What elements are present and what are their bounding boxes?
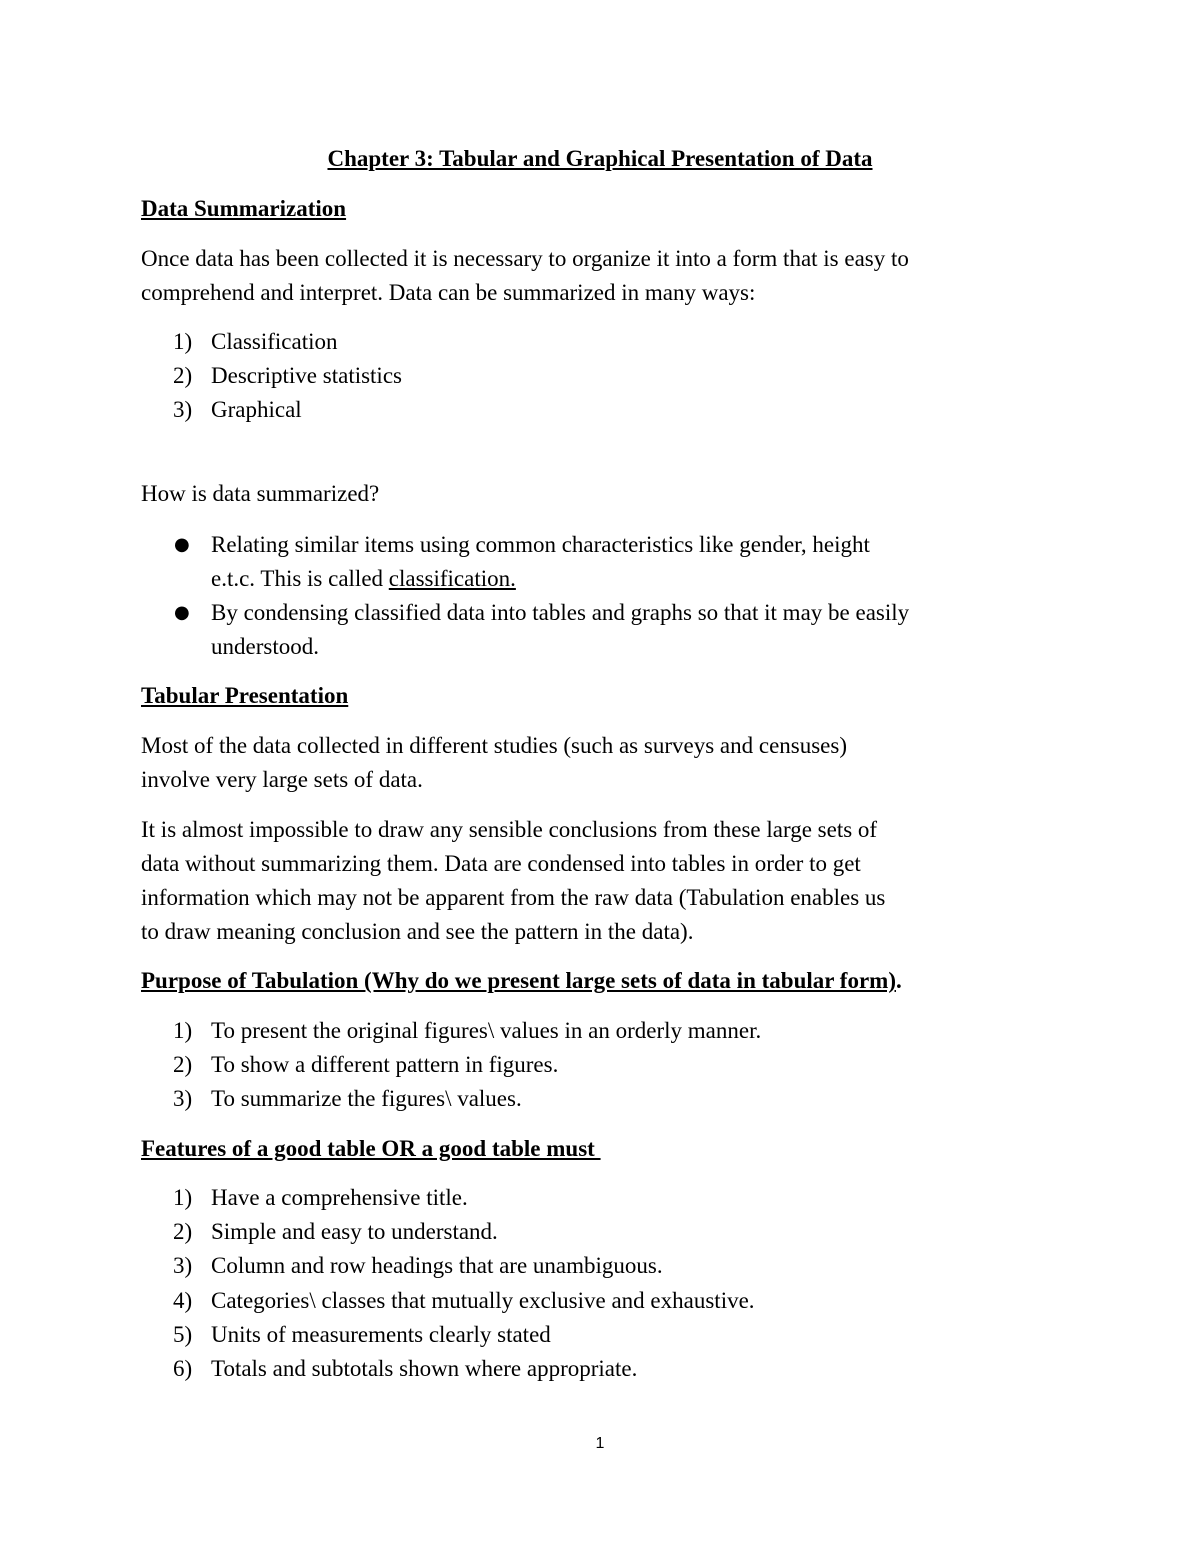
- list-number: 2): [173, 1219, 193, 1244]
- list-item: Simple and easy to understand.: [211, 1219, 498, 1244]
- list-number: 3): [173, 397, 193, 422]
- paragraph-line: to draw meaning conclusion and see the pattern in the data).: [141, 919, 694, 944]
- bullet-text-prefix: e.t.c. This is called: [211, 566, 389, 591]
- list-item: Units of measurements clearly stated: [211, 1322, 551, 1347]
- list-item: Have a comprehensive title.: [211, 1185, 468, 1210]
- list-item: To summarize the figures\ values.: [211, 1086, 522, 1111]
- list-item: Categories\ classes that mutually exclusive and exhaustive.: [211, 1288, 755, 1313]
- list-number: 1): [173, 1018, 193, 1043]
- paragraph-line: It is almost impossible to draw any sensible conclusions from these large sets of: [141, 817, 878, 842]
- heading-purpose-suffix: .: [895, 968, 902, 993]
- page-number: 1: [595, 1435, 605, 1452]
- list-number: 3): [173, 1086, 193, 1111]
- list-number: 4): [173, 1288, 193, 1313]
- list-item: Graphical: [211, 397, 302, 422]
- list-number: 1): [173, 1185, 193, 1210]
- heading-data-summarization: Data Summarization: [141, 196, 347, 221]
- list-number: 2): [173, 363, 193, 388]
- heading-features-of-good-table: Features of a good table OR a good table must: [141, 1136, 601, 1161]
- heading-purpose-of-tabulation: [141, 964, 902, 998]
- paragraph-line: data without summarizing them. Data are condensed into tables in order to get: [141, 851, 861, 876]
- paragraph-line: Most of the data collected in different studies (such as surveys and censuses): [141, 733, 847, 758]
- paragraph-line: involve very large sets of data.: [141, 767, 423, 792]
- list-item: Descriptive statistics: [211, 363, 402, 388]
- page-title: Chapter 3: Tabular and Graphical Presentation of Data: [327, 146, 873, 171]
- list-item: Classification: [211, 329, 338, 354]
- bullet-text-continued: [211, 562, 516, 596]
- paragraph-line: Once data has been collected it is necessary to organize it into a form that is easy to: [141, 246, 909, 271]
- bullet-icon: ●: [174, 602, 190, 623]
- paragraph-line: comprehend and interpret. Data can be summarized in many ways:: [141, 280, 756, 305]
- list-item: Totals and subtotals shown where appropriate.: [211, 1356, 638, 1381]
- list-item: To show a different pattern in figures.: [211, 1052, 559, 1077]
- bullet-text-continued: understood.: [211, 634, 319, 659]
- list-number: 1): [173, 329, 193, 354]
- bullet-icon: ●: [174, 534, 190, 555]
- list-number: 6): [173, 1356, 193, 1381]
- list-number: 3): [173, 1253, 193, 1278]
- bullet-text: Relating similar items using common characteristics like gender, height: [211, 532, 870, 557]
- question-text: How is data summarized?: [141, 481, 380, 506]
- classification-term: classification.: [388, 566, 516, 591]
- bullet-text: By condensing classified data into tables and graphs so that it may be easily: [211, 600, 910, 625]
- list-item: Column and row headings that are unambiguous.: [211, 1253, 663, 1278]
- list-number: 2): [173, 1052, 193, 1077]
- list-number: 5): [173, 1322, 193, 1347]
- heading-tabular-presentation: Tabular Presentation: [141, 683, 349, 708]
- list-item: To present the original figures\ values in an orderly manner.: [211, 1018, 762, 1043]
- heading-purpose-text: Purpose of Tabulation (Why do we present large sets of data in tabular form): [141, 968, 896, 993]
- paragraph-line: information which may not be apparent from the raw data (Tabulation enables us: [141, 885, 886, 910]
